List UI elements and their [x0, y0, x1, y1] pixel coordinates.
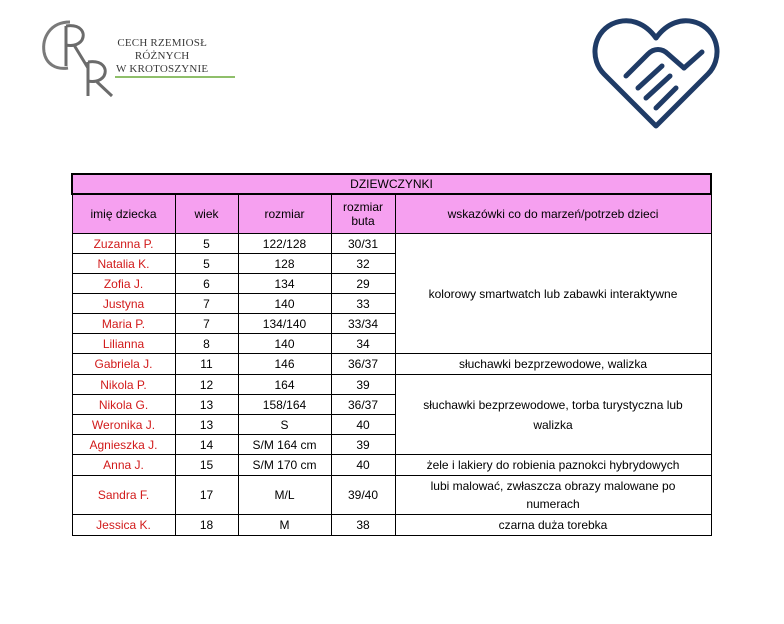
- child-shoe-size: 38: [331, 515, 395, 536]
- child-shoe-size: 33: [331, 294, 395, 314]
- child-age: 11: [175, 354, 238, 375]
- child-name: Jessica K.: [72, 515, 175, 536]
- child-shoe-size: 33/34: [331, 314, 395, 334]
- child-size: S/M 164 cm: [238, 435, 331, 455]
- wish-group-3: słuchawki bezprzewodowe, torba turystyczna lub walizka: [395, 375, 711, 455]
- logo-line-1: CECH RZEMIOSŁ: [117, 37, 208, 49]
- heart-handshake-icon: [586, 14, 726, 132]
- child-name: Nikola G.: [72, 395, 175, 415]
- child-name: Weronika J.: [72, 415, 175, 435]
- table-row: [72, 476, 711, 515]
- table-row: [72, 455, 711, 476]
- child-shoe-size: 34: [331, 334, 395, 354]
- child-size: 164: [238, 375, 331, 395]
- child-size: 158/164: [238, 395, 331, 415]
- child-size: M: [238, 515, 331, 536]
- table-row: [72, 234, 711, 254]
- child-age: 15: [175, 455, 238, 476]
- table-row: [72, 354, 711, 375]
- child-shoe-size: 32: [331, 254, 395, 274]
- crr-monogram-icon: [40, 16, 116, 98]
- child-name: Zuzanna P.: [72, 234, 175, 254]
- header-size: rozmiar: [238, 194, 331, 234]
- child-name: Sandra F.: [72, 476, 175, 515]
- child-shoe-size: 39: [331, 435, 395, 455]
- table-title: DZIEWCZYNKI: [72, 174, 711, 194]
- child-size: M/L: [238, 476, 331, 515]
- wish-group-1: kolorowy smartwatch lub zabawki interaktywne: [395, 234, 711, 354]
- child-age: 17: [175, 476, 238, 515]
- child-age: 7: [175, 314, 238, 334]
- child-shoe-size: 39/40: [331, 476, 395, 515]
- child-shoe-size: 36/37: [331, 395, 395, 415]
- child-name: Anna J.: [72, 455, 175, 476]
- child-shoe-size: 39: [331, 375, 395, 395]
- logo-underline: [115, 76, 235, 78]
- child-size: 140: [238, 334, 331, 354]
- child-size: S/M 170 cm: [238, 455, 331, 476]
- child-name: Lilianna: [72, 334, 175, 354]
- child-name: Zofia J.: [72, 274, 175, 294]
- child-size: 140: [238, 294, 331, 314]
- header-shoe-line1: rozmiar: [342, 200, 383, 214]
- table-row: [72, 375, 711, 395]
- child-shoe-size: 40: [331, 415, 395, 435]
- child-age: 18: [175, 515, 238, 536]
- logo-line-2: RÓŻNYCH: [134, 50, 190, 62]
- child-name: Agnieszka J.: [72, 435, 175, 455]
- cech-logo: [40, 16, 240, 98]
- child-shoe-size: 40: [331, 455, 395, 476]
- child-name: Gabriela J.: [72, 354, 175, 375]
- header-shoe-line2: buta: [351, 214, 375, 228]
- girls-wishlist-table: [71, 173, 712, 536]
- wish-group-5: lubi malować, zwłaszcza obrazy malowane po numerach: [395, 476, 711, 515]
- child-shoe-size: 29: [331, 274, 395, 294]
- child-shoe-size: 36/37: [331, 354, 395, 375]
- child-age: 5: [175, 254, 238, 274]
- wish-group-6: czarna duża torebka: [395, 515, 711, 536]
- child-size: 146: [238, 354, 331, 375]
- child-size: 122/128: [238, 234, 331, 254]
- header-name: imię dziecka: [72, 194, 175, 234]
- child-age: 6: [175, 274, 238, 294]
- header-wish: wskazówki co do marzeń/potrzeb dzieci: [395, 194, 711, 234]
- child-age: 12: [175, 375, 238, 395]
- child-age: 13: [175, 415, 238, 435]
- child-name: Nikola P.: [72, 375, 175, 395]
- child-size: 134/140: [238, 314, 331, 334]
- child-age: 5: [175, 234, 238, 254]
- header-shoe-size: [331, 194, 395, 234]
- child-age: 13: [175, 395, 238, 415]
- child-age: 7: [175, 294, 238, 314]
- child-size: 128: [238, 254, 331, 274]
- logo-name: [116, 37, 208, 76]
- child-name: Justyna: [72, 294, 175, 314]
- child-name: Maria P.: [72, 314, 175, 334]
- child-age: 8: [175, 334, 238, 354]
- child-size: S: [238, 415, 331, 435]
- child-name: Natalia K.: [72, 254, 175, 274]
- child-size: 134: [238, 274, 331, 294]
- wish-group-4: żele i lakiery do robienia paznokci hybrydowych: [395, 455, 711, 476]
- header-age: wiek: [175, 194, 238, 234]
- table-row: [72, 515, 711, 536]
- wish-group-2: słuchawki bezprzewodowe, walizka: [395, 354, 711, 375]
- logo-line-3: W KROTOSZYNIE: [116, 63, 209, 75]
- child-age: 14: [175, 435, 238, 455]
- child-shoe-size: 30/31: [331, 234, 395, 254]
